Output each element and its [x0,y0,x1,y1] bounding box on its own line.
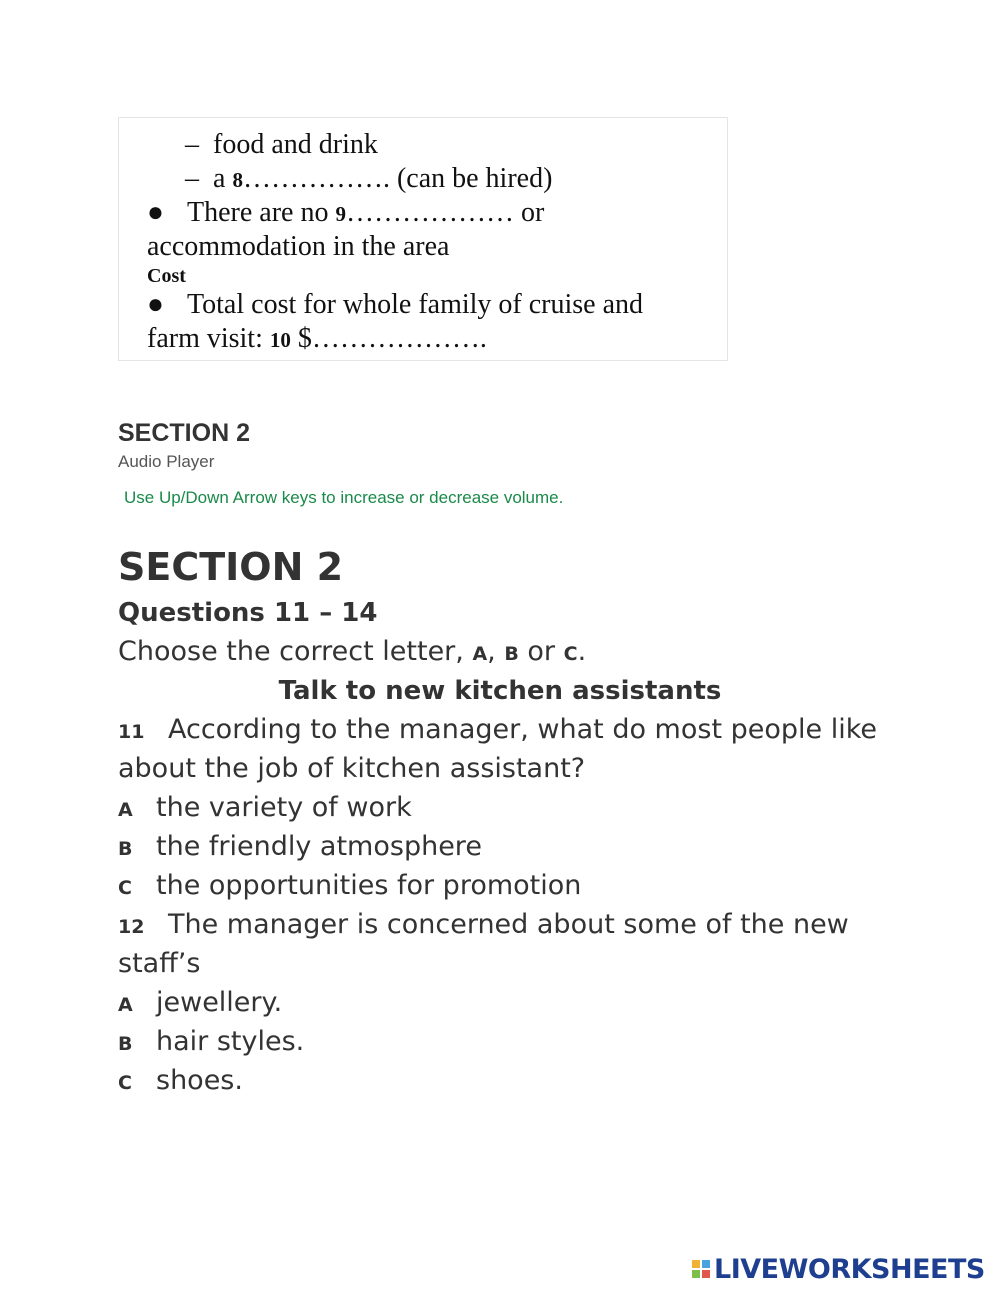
logo-square [692,1270,700,1278]
option-12-c[interactable]: C shoes. [118,1065,243,1096]
question-11-cont: about the job of kitchen assistant? [118,753,586,784]
logo-square [702,1270,710,1278]
notes-line-10: farm visit: 10 $………………. [147,323,487,354]
cost-heading: Cost [147,265,186,287]
notes-line-total-cost: ● Total cost for whole family of cruise and [147,289,644,320]
option-11-b[interactable]: B the friendly atmosphere [118,831,482,862]
notes-line-food: – food and drink [185,129,378,160]
notes-line-accommodation: accommodation in the area [147,231,450,262]
gap-10: $………………. [290,323,487,354]
section-heading-small: SECTION 2 [118,419,250,447]
gap-number-10: 10 [269,328,291,352]
questions-heading: Questions 11 – 14 [118,598,378,628]
question-12: 12 The manager is concerned about some of the new [118,907,849,945]
option-11-c[interactable]: C the opportunities for promotion [118,870,582,901]
notes-line-9: ● There are no 9……………… or [147,197,545,228]
liveworksheets-logo [692,1252,985,1286]
logo-icon [692,1260,710,1278]
notes-box [118,117,728,361]
audio-volume-hint: Use Up/Down Arrow keys to increase or decrease volume. [124,488,564,507]
option-12-b[interactable]: B hair styles. [118,1026,305,1057]
option-11-a[interactable]: A the variety of work [118,792,412,823]
logo-text: LIVEWORKSHEETS [714,1253,985,1285]
section-title: SECTION 2 [118,545,344,589]
audio-player-label[interactable]: Audio Player [118,452,215,471]
notes-line-8: – a 8……………. (can be hired) [185,163,553,194]
dash: – [185,129,199,160]
logo-square [702,1260,710,1268]
gap-number-8: 8 [232,168,243,192]
gap-number-9: 9 [335,202,346,226]
gap-8: ……………. (can be hired) [242,163,553,194]
option-12-a[interactable]: A jewellery. [118,987,283,1018]
talk-title: Talk to new kitchen assistants [278,676,722,706]
question-11: 11 According to the manager, what do most people like [118,712,877,750]
dash: – [185,163,199,194]
logo-square [692,1260,700,1268]
instruction: Choose the correct letter, A, B or C. [118,636,587,667]
gap-9: ……………… or [345,197,545,228]
bullet: ● [147,197,164,228]
question-number: 11 [118,721,145,743]
bullet: ● [147,289,164,320]
question-number: 12 [118,916,145,938]
question-12-cont: staff’s [118,948,201,979]
